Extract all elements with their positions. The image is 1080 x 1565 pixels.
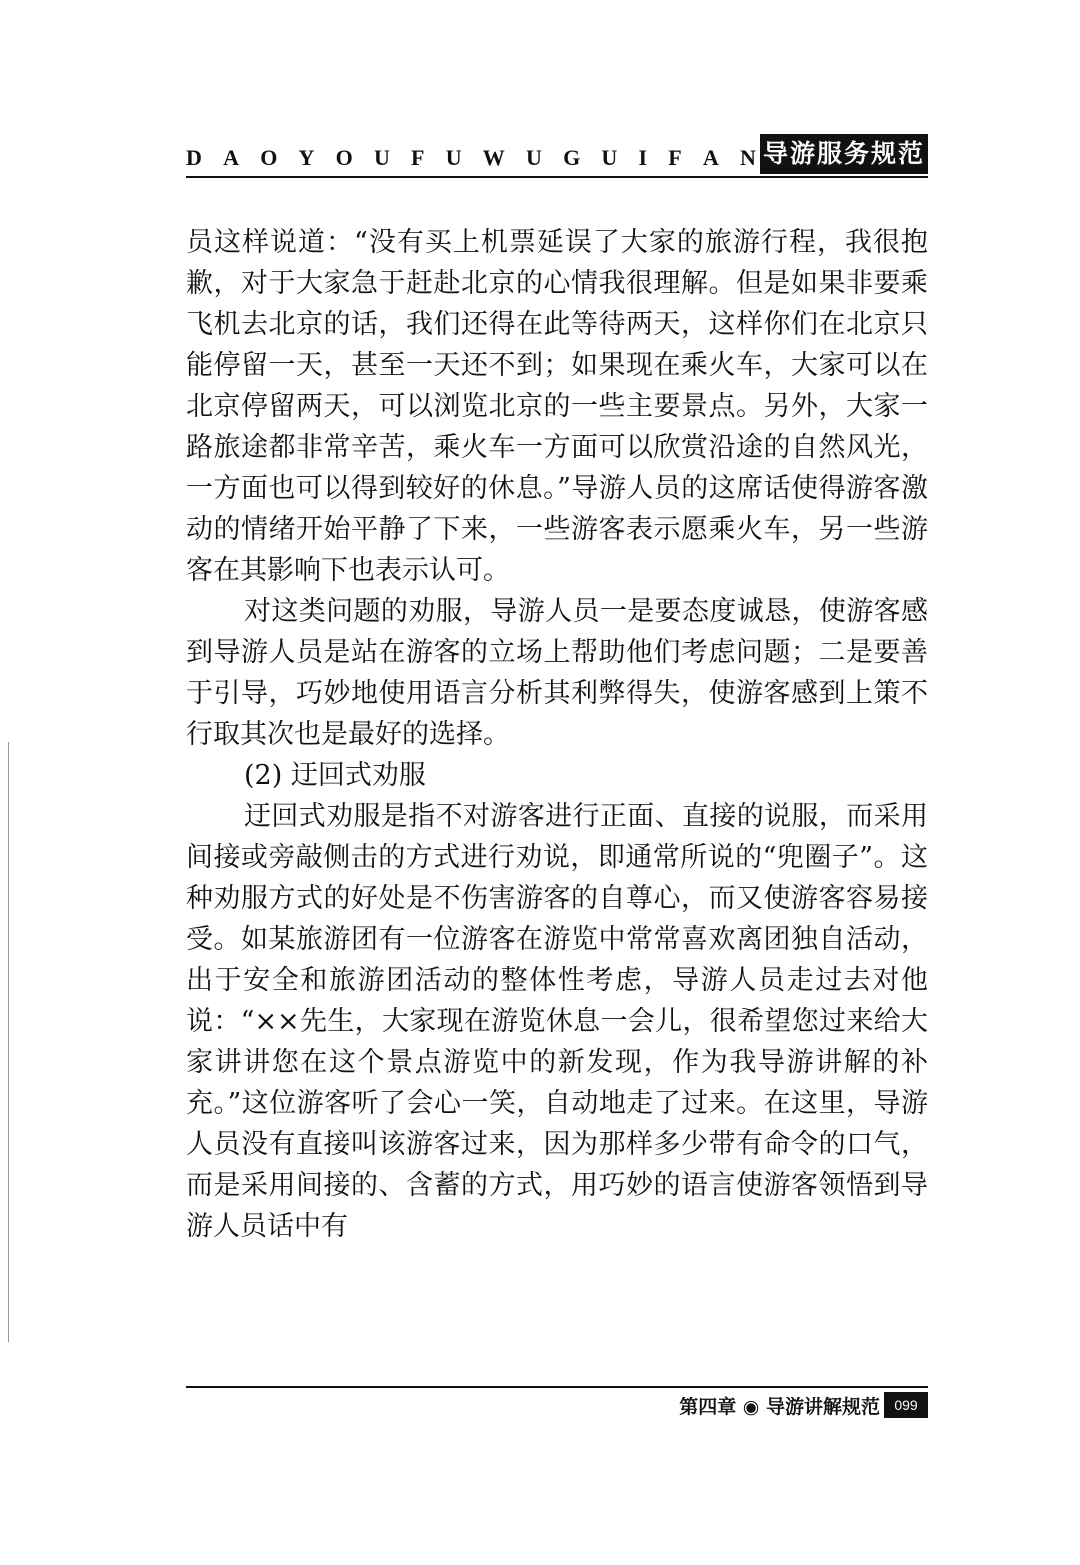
header-letter: Y — [298, 145, 315, 170]
header-letter: F — [668, 145, 682, 170]
header-pinyin — [186, 144, 756, 172]
page-body — [186, 222, 928, 1247]
header-letter: U — [601, 145, 618, 170]
header-letter: O — [260, 145, 278, 170]
header-letter: F — [411, 145, 425, 170]
header-letter: U — [373, 145, 390, 170]
header-letter: N — [740, 145, 756, 170]
chapter-label: 第四章 ◉ 导游讲解规范 — [679, 1396, 880, 1418]
paragraph: 对这类问题的劝服，导游人员一是要态度诚恳，使游客感到导游人员是站在游客的立场上帮助他们考虑问题；二是要善于引导，巧妙地使用语言分析其利弊得失，使游客感到上策不行取其次也是最好的选择。 — [186, 596, 928, 750]
running-header — [186, 140, 928, 178]
section-heading: (2) 迂回式劝服 — [244, 760, 426, 791]
book-title: 导游服务规范 — [760, 134, 928, 174]
header-letter: O — [335, 145, 353, 170]
paragraph: 员这样说道：“没有买上机票延误了大家的旅游行程，我很抱歉，对于大家急于赶赴北京的心情我很理解。但是如果非要乘飞机去北京的话，我们还得在此等待两天，这样你们在北京只能停留一天，甚至一天还不到；如果现在乘火车，大家可以在北京停留两天，可以浏览北京的一些主要景点。另外，大家一路旅途都非常辛苦，乘火车一方面可以欣赏沿途的自然风光，一方面也可以得到较好的休息。”导游人员的这席话使得游客激动的情绪开始平静了下来，一些游客表示愿乘火车，另一些游客在其影响下也表示认可。 — [186, 227, 928, 586]
paragraph: 迂回式劝服是指不对游客进行正面、直接的说服，而采用间接或旁敲侧击的方式进行劝说，即通常所说的“兜圈子”。这种劝服方式的好处是不伤害游客的自尊心，而又使游客容易接受。如某旅游团有一位游客在游览中常常喜欢离团独自活动，出于安全和旅游团活动的整体性考虑，导游人员走过去对他说：“××先生，大家现在游览休息一会儿，很希望您过来给大家讲讲您在这个景点游览中的新发现，作为我导游讲解的补充。”这位游客听了会心一笑，自动地走了过来。在这里，导游人员没有直接叫该游客过来，因为那样多少带有命令的口气，而是采用间接的、含蓄的方式，用巧妙的语言使游客领悟到导游人员话中有 — [186, 801, 928, 1242]
header-letter: W — [482, 145, 505, 170]
running-footer — [186, 1386, 928, 1418]
header-letter: G — [563, 145, 581, 170]
header-letter: A — [223, 145, 239, 170]
page-number: 099 — [884, 1392, 928, 1418]
header-letter: U — [445, 145, 462, 170]
header-letter: I — [638, 145, 648, 170]
header-letter: A — [702, 145, 719, 170]
header-letter: D — [186, 145, 202, 170]
header-letter: U — [525, 145, 542, 170]
scan-edge-mark — [8, 742, 9, 1342]
